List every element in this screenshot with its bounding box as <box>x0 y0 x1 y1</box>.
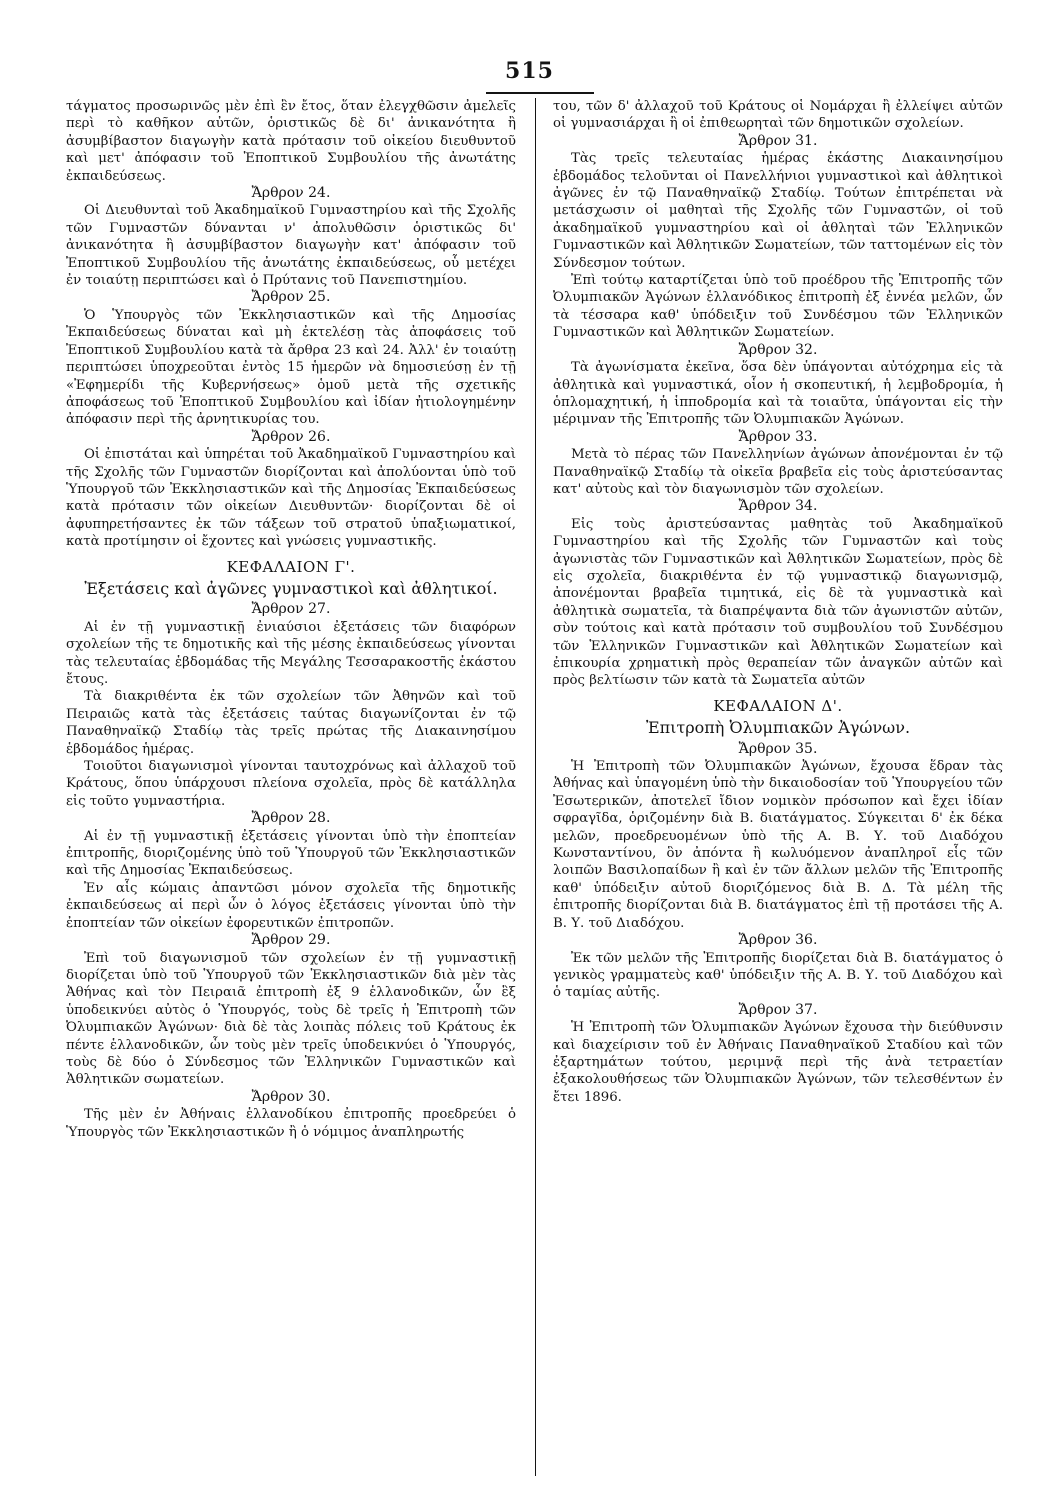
left-column-paragraph: Οἱ ἐπιστάται καὶ ὑπηρέται τοῦ Ἀκαδημαϊκοῦ Γυμναστηρίου καὶ τῆς Σχολῆς τῶν Γυμναστῶν διορίζονται καὶ ἀπολύονται ὑπὸ τοῦ Ὑπουργοῦ τῶν Ἐκκλησιαστικῶν καὶ τῆς Δημοσίας Ἐκπαιδεύσεως κατὰ πρότασιν τῶν οἰκείων Διευθυντῶν· διορίζονται δὲ οἱ ἀφυπηρετήσαντες ἐκ τῶν τάξεων τοῦ στρατοῦ ὑπαξιωματικοί, κατὰ προτίμησιν οἱ ἔχοντες καὶ γνώσεις γυμναστικῆς. <box>66 447 516 550</box>
article-heading: Ἄρθρον 35. <box>738 740 818 757</box>
left-column-paragraph: Οἱ Διευθυνταὶ τοῦ Ἀκαδημαϊκοῦ Γυμναστηρίου καὶ τῆς Σχολῆς τῶν Γυμναστῶν δύνανται ν' ἀπολυθῶσιν ὁριστικῶς δι' ἀνικανότητα ἢ ἀσυμβίβαστον διαγωγὴν κατ' ἀπόφασιν τοῦ Ἐποπτικοῦ Συμβουλίου τῆς ἀνωτάτης ἐκπαιδεύσεως, οὗ μετέχει ἐν τοιαύτῃ περιπτώσει καὶ ὁ Πρύτανις τοῦ Πανεπιστημίου. <box>66 203 516 289</box>
left-column-paragraph: Τῆς μὲν ἐν Ἀθήναις ἑλλανοδίκου ἐπιτροπῆς προεδρεύει ὁ Ὑπουργὸς τῶν Ἐκκλησιαστικῶν ἢ ὁ νόμιμος ἀναπληρωτής <box>66 1107 516 1140</box>
article-heading: Ἄρθρον 33. <box>738 428 818 445</box>
right-column-paragraph: του, τῶν δ' ἀλλαχοῦ τοῦ Κράτους οἱ Νομάρχαι ἢ ἐλλείψει αὐτῶν οἱ γυμνασιάρχαι ἢ οἱ ἐπιθεωρηταὶ τῶν δημοτικῶν σχολείων. <box>553 99 1003 132</box>
right-column-paragraph: Εἰς τοὺς ἀριστεύσαντας μαθητὰς τοῦ Ἀκαδημαϊκοῦ Γυμναστηρίου καὶ τῆς Σχολῆς τῶν Γυμναστῶν καὶ τοὺς ἀγωνιστὰς τῶν Γυμναστικῶν καὶ Ἀθλητικῶν Σωματείων, πρὸς δὲ εἰς σχολεῖα, διακριθέντα ἐν τῷ γυμναστικῷ διαγωνισμῷ, ἀπονέμονται βραβεῖα τιμητικά, εἰς δὲ τὰ γυμναστικὰ καὶ ἀθλητικὰ σωματεῖα, τὰ διαπρέψαντα διὰ τῶν ἀγωνιστῶν αὐτῶν, σὺν τούτοις καὶ κατὰ πρότασιν τοῦ συμβουλίου τοῦ Συνδέσμου τῶν Ἑλληνικῶν Γυμναστικῶν καὶ Ἀθλητικῶν Σωματείων καὶ ἐπικουρία χρηματικὴ πρὸς θεραπείαν τῶν ἀναγκῶν αὐτῶν καὶ πρὸς βελτίωσιν τῶν κατὰ τὰ Σωματεῖα αὐτῶν <box>553 516 1003 689</box>
left-column-paragraph: Ἐν αἷς κώμαις ἀπαντῶσι μόνον σχολεῖα τῆς δημοτικῆς ἐκπαιδεύσεως αἱ περὶ ὧν ὁ λόγος ἐξετάσεις γίνονται ὑπὸ τὴν ἐποπτείαν τῶν οἰκείων ἐφορευτικῶν ἐπιτροπῶν. <box>66 880 516 931</box>
page-number: 515 <box>505 58 554 84</box>
article-heading: Ἄρθρον 27. <box>251 601 331 618</box>
column-divider <box>535 98 536 1476</box>
right-column-paragraph: Ἡ Ἐπιτροπὴ τῶν Ὀλυμπιακῶν Ἀγώνων, ἔχουσα ἕδραν τὰς Ἀθήνας καὶ ὑπαγομένη ὑπὸ τὴν δικαιοδοσίαν τοῦ Ὑπουργείου τῶν Ἐσωτερικῶν, ἀποτελεῖ ἴδιον νομικὸν πρόσωπον καὶ ἔχει ἰδίαν σφραγῖδα, ὁριζομένην διὰ Β. διατάγματος. Σύγκειται δ' ἐκ δέκα μελῶν, προεδρευομένων ὑπὸ τῆς Α. Β. Υ. τοῦ Διαδόχου Κωνσταντίνου, ὃν ἀπόντα ἢ κωλυόμενον ἀναπληροῖ εἷς τῶν λοιπῶν Βασιλοπαίδων ἢ καὶ ἐν τῶν ἄλλων μελῶν τῆς Ἐπιτροπῆς καθ' ὑπόδειξιν αὐτοῦ διοριζόμενος διὰ Β. Δ. Τὰ μέλη τῆς ἐπιτροπῆς διορίζονται διὰ Β. διατάγματος ἐπὶ τῇ προτάσει τῆς Α. Β. Υ. τοῦ Διαδόχου. <box>553 759 1003 931</box>
chapter-heading: ΚΕΦΑΛΑΙΟΝ Γ'. <box>226 557 356 576</box>
right-column-paragraph: Τὰ ἀγωνίσματα ἐκεῖνα, ὅσα δὲν ὑπάγονται αὐτόχρημα εἰς τὰ ἀθλητικὰ καὶ γυμναστικά, οἷον ἡ σκοπευτική, ἡ λεμβοδρομία, ἡ ὁπλομαχητική, ἡ ἱπποδρομία καὶ τὰ τοιαῦτα, ὑπάγονται εἰς τὴν μέριμναν τῆς Ἐπιτροπῆς τῶν Ὀλυμπιακῶν Ἀγώνων. <box>553 360 1003 428</box>
article-heading: Ἄρθρον 26. <box>251 428 331 445</box>
chapter-heading: ΚΕΦΑΛΑΙΟΝ Δ'. <box>713 696 843 715</box>
article-heading: Ἄρθρον 36. <box>738 932 818 949</box>
left-column-paragraph: Αἱ ἐν τῇ γυμναστικῇ ἐνιαύσιοι ἐξετάσεις τῶν διαφόρων σχολείων τῆς τε δημοτικῆς καὶ τῆς μέσης ἐκπαιδεύσεως γίνονται τὰς τελευταίας ἑβδομάδας τῆς Μεγάλης Τεσσαρακοστῆς ἑκάστου ἔτους. <box>66 619 516 687</box>
chapter-subtitle: Ἐξετάσεις καὶ ἀγῶνες γυμναστικοὶ καὶ ἀθλητικοί. <box>84 578 498 598</box>
right-column <box>553 98 1003 1478</box>
right-column-paragraph: Ἐπὶ τούτῳ καταρτίζεται ὑπὸ τοῦ προέδρου τῆς Ἐπιτροπῆς τῶν Ὀλυμπιακῶν Ἀγώνων ἑλλανόδικος ἐπιτροπὴ ἐξ ἐννέα μελῶν, ὧν τὰ τέσσαρα καθ' ὑπόδειξιν τοῦ Συνδέσμου τῶν Ἑλληνικῶν Γυμναστικῶν καὶ Ἀθλητικῶν Σωματείων. <box>553 273 1003 341</box>
left-column-paragraph: Αἱ ἐν τῇ γυμναστικῇ ἐξετάσεις γίνονται ὑπὸ τὴν ἐποπτείαν ἐπιτροπῆς, διοριζομένης ὑπὸ τοῦ Ὑπουργοῦ τῶν Ἐκκλησιαστικῶν καὶ τῆς Δημοσίας Ἐκπαιδεύσεως. <box>66 828 516 879</box>
article-heading: Ἄρθρον 31. <box>738 132 818 149</box>
article-heading: Ἄρθρον 30. <box>251 1088 331 1105</box>
article-heading: Ἄρθρον 34. <box>738 498 818 515</box>
article-heading: Ἄρθρον 24. <box>251 185 331 202</box>
article-heading: Ἄρθρον 37. <box>738 1001 818 1018</box>
header-rule <box>486 92 594 94</box>
right-column-paragraph: Τὰς τρεῖς τελευταίας ἡμέρας ἑκάστης Διακαινησίμου ἑβδομάδος τελοῦνται οἱ Πανελλήνιοι γυμναστικοὶ καὶ ἀθλητικοὶ ἀγῶνες ἐν τῷ Παναθηναϊκῷ Σταδίῳ. Τούτων ἐπιτρέπεται νὰ μετάσχωσιν οἱ μαθηταὶ τῆς Σχολῆς τῶν Γυμναστῶν, οἱ τοῦ ἀκαδημαϊκοῦ γυμναστηρίου καὶ οἱ ἀθληταὶ τῶν Ἑλληνικῶν Γυμναστικῶν καὶ Ἀθλητικῶν Σωματείων, τῶν ταττομένων εἰς τὸν Σύνδεσμον τούτων. <box>553 151 1003 271</box>
left-column <box>66 98 516 1478</box>
left-column-paragraph: Τοιοῦτοι διαγωνισμοὶ γίνονται ταυτοχρόνως καὶ ἀλλαχοῦ τοῦ Κράτους, ὅπου ὑπάρχουσι πλείονα σχολεῖα, πρὸς δὲ κατάλληλα εἰς τοῦτο γυμναστήρια. <box>66 759 516 809</box>
article-heading: Ἄρθρον 32. <box>738 341 818 358</box>
right-column-paragraph: Ἡ Ἐπιτροπὴ τῶν Ὀλυμπιακῶν Ἀγώνων ἔχουσα τὴν διεύθυνσιν καὶ διαχείρισιν τοῦ ἐν Ἀθήναις Παναθηναϊκοῦ Σταδίου καὶ τῶν ἐξαρτημάτων τούτου, μεριμνᾷ περὶ τῆς ἀνὰ τετραετίαν ἐξακολουθήσεως τῶν Ὀλυμπιακῶν Ἀγώνων, τῶν τελεσθέντων ἐν ἔτει 1896. <box>553 1020 1003 1105</box>
left-column-paragraph: Τὰ διακριθέντα ἐκ τῶν σχολείων τῶν Ἀθηνῶν καὶ τοῦ Πειραιῶς κατὰ τὰς ἐξετάσεις ταύτας διαγωνίζονται ἐν τῷ Παναθηναϊκῷ Σταδίῳ τὰς τρεῖς πρώτας τῆς Διακαινησίμου ἑβδομάδος ἡμέρας. <box>66 689 516 757</box>
article-heading: Ἄρθρον 25. <box>251 289 331 306</box>
left-column-paragraph: τάγματος προσωρινῶς μὲν ἐπὶ ἓν ἔτος, ὅταν ἐλεγχθῶσιν ἀμελεῖς περὶ τὸ καθῆκον αὐτῶν, ὁριστικῶς δὲ δι' ἀνικανότητα ἢ ἀσυμβίβαστον διαγωγὴν κατὰ πρότασιν τοῦ οἰκείου διευθυντοῦ καὶ μετ' ἀπόφασιν τοῦ Ἐποπτικοῦ Συμβουλίου τῆς ἀνωτάτης ἐκπαιδεύσεως. <box>66 99 516 184</box>
left-column-paragraph: Ὁ Ὑπουργὸς τῶν Ἐκκλησιαστικῶν καὶ τῆς Δημοσίας Ἐκπαιδεύσεως δύναται καὶ μὴ ἐκτελέσῃ τὰς ἀποφάσεις τοῦ Ἐποπτικοῦ Συμβουλίου κατὰ τὰ ἄρθρα 23 καὶ 24. Ἀλλ' ἐν τοιαύτῃ περιπτώσει ὑποχρεοῦται ἐντὸς 15 ἡμερῶν νὰ δημοσιεύσῃ ἐν τῇ «Ἐφημερίδι τῆς Κυβερνήσεως» ὁμοῦ μετὰ τῆς σχετικῆς ἀποφάσεως τοῦ Ἐποπτικοῦ Συμβουλίου καὶ ἰδίαν ἠτιολογημένην ἀπόφασιν περὶ τῆς ἀρνητικυρίας του. <box>66 307 516 428</box>
article-heading: Ἄρθρον 28. <box>251 810 331 827</box>
chapter-subtitle: Ἐπιτροπὴ Ὀλυμπιακῶν Ἀγώνων. <box>645 718 911 738</box>
right-column-paragraph: Ἐκ τῶν μελῶν τῆς Ἐπιτροπῆς διορίζεται διὰ Β. διατάγματος ὁ γενικὸς γραμματεὺς καθ' ὑπόδειξιν τῆς Α. Β. Υ. τοῦ Διαδόχου καὶ ὁ ταμίας αὐτῆς. <box>553 950 1003 1001</box>
left-column-paragraph: Ἐπὶ τοῦ διαγωνισμοῦ τῶν σχολείων ἐν τῇ γυμναστικῇ διορίζεται ὑπὸ τοῦ Ὑπουργοῦ τῶν Ἐκκλησιαστικῶν διὰ μὲν τὰς Ἀθήνας καὶ τὸν Πειραιᾶ ἐπιτροπὴ ἐξ 9 ἑλλανοδικῶν, ὧν ἓξ ὑποδεικνύει αὐτὸς ὁ Ὑπουργός, τοὺς δὲ τρεῖς ἡ Ἐπιτροπὴ τῶν Ὀλυμπιακῶν Ἀγώνων· διὰ δὲ τὰς λοιπὰς πόλεις τοῦ Κράτους ἐκ πέντε ἑλλανοδικῶν, ὧν τοὺς μὲν τρεῖς ὑποδεικνύει ὁ Ὑπουργός, τοὺς δὲ δύο ὁ Σύνδεσμος τῶν Ἑλληνικῶν Γυμναστικῶν καὶ Ἀθλητικῶν σωματείων. <box>66 950 516 1088</box>
right-column-paragraph: Μετὰ τὸ πέρας τῶν Πανελληνίων ἀγώνων ἀπονέμονται ἐν τῷ Παναθηναϊκῷ Σταδίῳ τὰ οἰκεῖα βραβεῖα εἰς τοὺς ἀριστεύσαντας κατ' αὐτοὺς καὶ τὸν διαγωνισμὸν τῶν σχολείων. <box>553 447 1003 497</box>
article-heading: Ἄρθρον 29. <box>251 932 331 949</box>
